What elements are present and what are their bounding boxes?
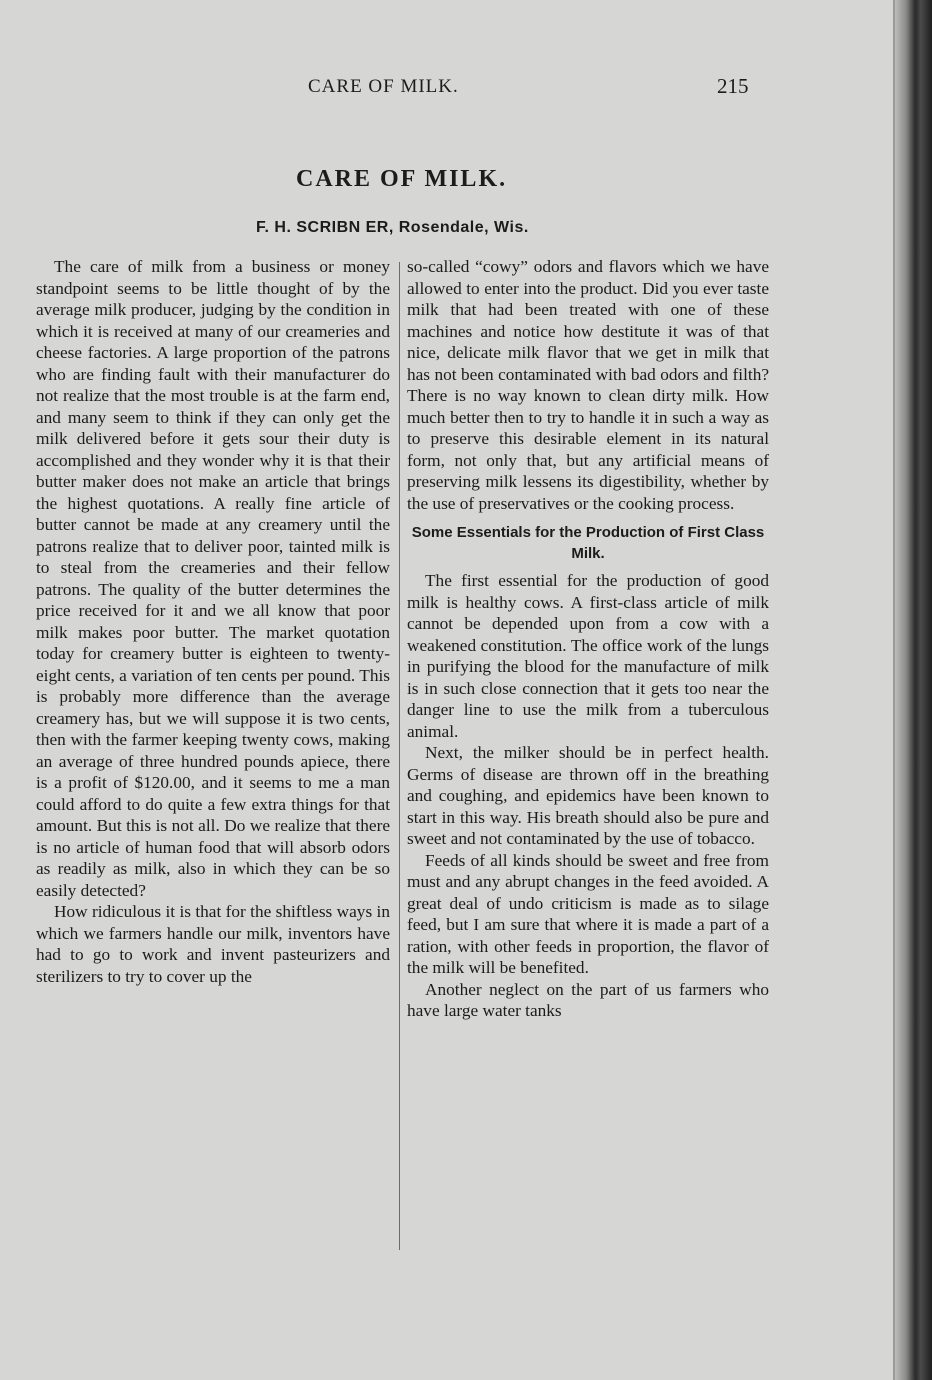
paragraph-continued: so-called “cowy” odors and flavors which we have allowed to enter into the product. Did you ever taste milk that had been treated with one of these machines and notice how destitute it was of that nice, delicate milk flavor that we get in milk that has not been contaminated with bad odors and filth? There is no way known to clean dirty milk. How much better then to try to handle it in such a way as to preserve this desirable element in its natural form, not only that, but any artificial means of preserving milk lessens its digestibility, whether by the use of preservatives or the cooking process. bbox=[407, 257, 769, 513]
paragraph: Another neglect on the part of us farmers who have large water tanks bbox=[407, 979, 769, 1020]
byline: F. H. SCRIBN ER, Rosendale, Wis. bbox=[256, 219, 529, 236]
running-title: CARE OF MILK. bbox=[308, 76, 459, 97]
paragraph: The care of milk from a business or money standpoint seems to be little thought of by the average milk producer, judging by the condition in which it is received at many of our creameries and cheese factories. A large proportion of the patrons who are finding fault with their manufacturer do not realize that the most trouble is at the farm end, and many seem to think if they can only get the milk delivered before it gets sour their duty is accomplished and they wonder why it is that their butter maker does not make an article that brings the highest quotations. A really fine article of butter cannot be made at any creamery until the patrons realize that to deliver poor, tainted milk is to steal from the creameries and their fellow patrons. The quality of the butter determines the price received for it and we all know that poor milk makes poor butter. The market quotation today for creamery butter is eighteen to twenty-eight cents, a variation of ten cents per pound. This is probably more difference than the average creamery has, but we will suppose it is two cents, then with the farmer keeping twenty cows, making an average of three hundred pounds apiece, there is a profit of $120.00, and it seems to me a man could afford to do quite a few extra things for that amount. But this is not all. Do we realize that there is no article of human food that will absorb odors as readily as milk, also in which they can be so easily detected? bbox=[36, 257, 390, 900]
paragraph: Feeds of all kinds should be sweet and free from must and any abrupt changes in the feed avoided. A great deal of undo criticism is made as to silage feed, but I am sure that where it is made a part of a ration, with other feeds in proportion, the flavor of the milk will be benefited. bbox=[407, 850, 769, 977]
paragraph: How ridiculous it is that for the shiftless ways in which we farmers handle our milk, inventors have had to go to work and invent pasteurizers and sterilizers to try to cover up the bbox=[36, 902, 390, 986]
column-rule bbox=[399, 262, 400, 1250]
page-number: 215 bbox=[717, 74, 749, 98]
section-subheading: Some Essentials for the Production of First Class Milk. bbox=[411, 524, 765, 562]
left-column bbox=[36, 256, 390, 987]
paragraph: The first essential for the production of good milk is healthy cows. A first-class article of milk cannot be depended upon from a cow with a weakened constitution. The office work of the lungs in purifying the blood for the manufacture of milk is in such close connection that it gets too near the danger line to use the milk from a tuberculous animal. bbox=[407, 571, 769, 741]
article-title: CARE OF MILK. bbox=[296, 166, 508, 192]
paragraph: Next, the milker should be in perfect health. Germs of disease are thrown off in the breathing and coughing, and epidemics have been known to start in this way. His breath should also be pure and sweet and not contaminated by the use of tobacco. bbox=[407, 743, 769, 848]
right-column bbox=[407, 256, 769, 1022]
book-spine bbox=[895, 0, 932, 1380]
